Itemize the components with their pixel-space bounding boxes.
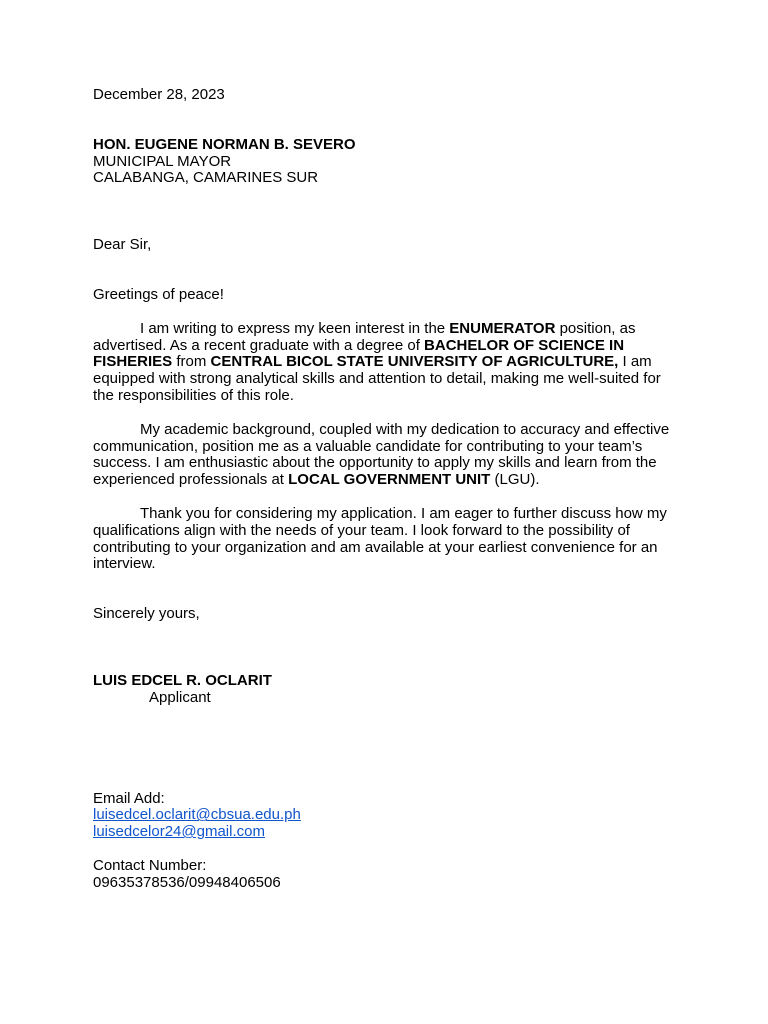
p1-text-4: I am equipped with strong analytical skills and attention to detail, making me well-suited for the responsibilities of this role. xyxy=(93,353,661,404)
letter-date: December 28, 2023 xyxy=(93,86,225,103)
phone-label: Contact Number: xyxy=(93,856,207,874)
p2-text-2: (LGU). xyxy=(490,471,540,489)
paragraph-2 xyxy=(93,422,683,489)
p2-text-1: My academic background, coupled with my dedication to accuracy and effective communication, position me as a valuable candidate for contributing to your team’s success. I am enthusiastic about the opportunity to apply my skills and learn from the experienced professionals at xyxy=(93,420,670,489)
letter-page xyxy=(93,87,683,892)
paragraph-1 xyxy=(93,321,683,405)
p2-organization: LOCAL GOVERNMENT UNIT xyxy=(288,471,491,489)
closing: Sincerely yours, xyxy=(93,605,200,623)
paragraph-3: Thank you for considering my application. I am eager to further discuss how my qualifications align with the needs of your team. I look forward to the possibility of contributing to your organization and am available at your earliest convenience for an interview. xyxy=(93,504,667,573)
recipient-address: CALABANGA, CAMARINES SUR xyxy=(93,169,319,187)
p1-position: ENUMERATOR xyxy=(449,319,556,337)
p1-university: CENTRAL BICOL STATE UNIVERSITY OF AGRICULTURE, xyxy=(210,353,619,371)
email-label: Email Add: xyxy=(93,789,165,807)
email-link-2[interactable]: luisedcelor24@gmail.com xyxy=(93,823,265,841)
signature-role: Applicant xyxy=(149,688,211,706)
p1-text-1: I am writing to express my keen interest in the xyxy=(140,319,450,337)
p1-text-3: from xyxy=(172,353,211,371)
salutation: Dear Sir, xyxy=(93,236,152,254)
recipient-title: MUNICIPAL MAYOR xyxy=(93,152,232,170)
email-link-1[interactable]: luisedcel.oclarit@cbsua.edu.ph xyxy=(93,806,301,824)
greeting: Greetings of peace! xyxy=(93,285,224,303)
recipient-name: HON. EUGENE NORMAN B. SEVERO xyxy=(93,135,356,153)
signature-name: LUIS EDCEL R. OCLARIT xyxy=(93,671,272,689)
phone-number: 09635378536/09948406506 xyxy=(93,873,281,891)
p1-degree: BACHELOR OF SCIENCE IN FISHERIES xyxy=(93,336,625,371)
p1-text-2: position, as advertised. As a recent graduate with a degree of xyxy=(93,319,636,354)
